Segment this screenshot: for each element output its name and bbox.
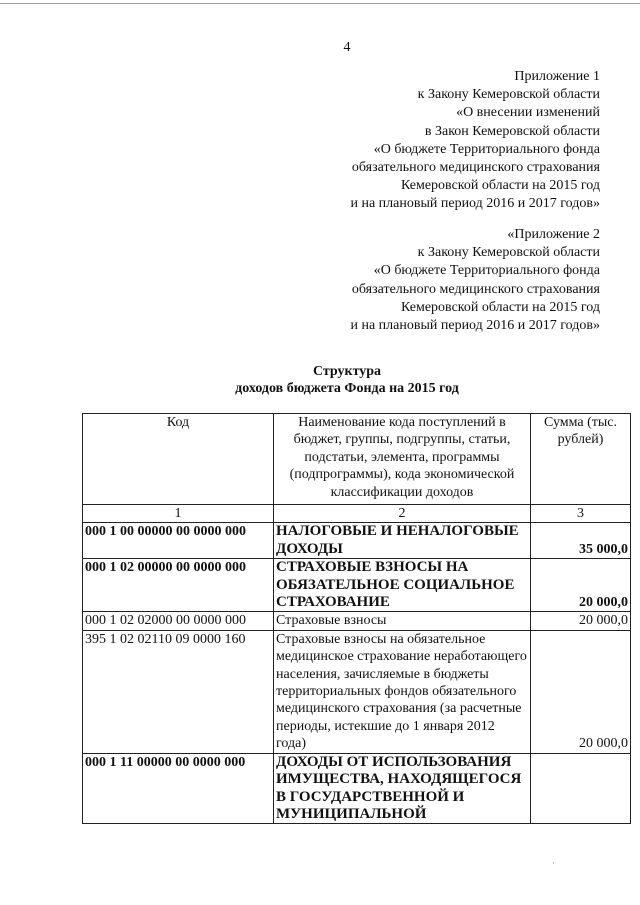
row-sum — [531, 753, 631, 824]
row-sum: 20 000,0 — [531, 630, 631, 753]
title-line-1: Структура — [312, 364, 382, 379]
row-code: 000 1 02 02000 00 0000 000 — [83, 612, 274, 630]
row-code: 000 1 11 00000 00 0000 000 — [83, 753, 274, 824]
income-structure-table — [82, 413, 631, 824]
appendix-2-line: «Приложение 2 — [507, 227, 600, 242]
row-name: ДОХОДЫ ОТ ИСПОЛЬЗОВАНИЯ ИМУЩЕСТВА, НАХОДЯЩЕГОСЯ В ГОСУДАРСТВЕННОЙ И МУНИЦИПАЛЬНОЙ — [274, 753, 531, 824]
appendix-1-line: обязательного медицинского страхования — [351, 160, 600, 176]
column-number: 2 — [274, 505, 531, 523]
header-name: Наименование кода поступлений в бюджет, группы, подгруппы, статьи, подстатьи, элемента, программы (подпрограммы), кода экономической классификации доходов — [274, 414, 531, 505]
appendix-1-line: «О бюджете Территориального фонда — [373, 141, 600, 157]
appendix-2-header — [350, 226, 600, 335]
column-number: 1 — [83, 505, 274, 523]
appendix-1-line: «О внесении изменений — [456, 105, 600, 121]
header-code: Код — [83, 414, 274, 505]
appendix-2-line: к Закону Кемеровской области — [417, 245, 600, 261]
appendix-2-line: и на плановый период 2016 и 2017 годов» — [350, 318, 600, 334]
table-row — [83, 523, 631, 559]
appendix-2-line: «О бюджете Территориального фонда — [373, 263, 600, 279]
row-sum: 35 000,0 — [531, 523, 631, 559]
page-number: 4 — [343, 40, 351, 55]
appendix-2-line: Кемеровской области на 2015 год — [400, 299, 600, 315]
header-sum: Сумма (тыс. рублей) — [531, 414, 631, 505]
row-name: НАЛОГОВЫЕ И НЕНАЛОГОВЫЕ ДОХОДЫ — [274, 523, 531, 559]
row-name: СТРАХОВЫЕ ВЗНОСЫ НА ОБЯЗАТЕЛЬНОЕ СОЦИАЛЬНОЕ СТРАХОВАНИЕ — [274, 559, 531, 612]
row-code: 000 1 00 00000 00 0000 000 — [83, 523, 274, 559]
title-line-2: доходов бюджета Фонда на 2015 год — [235, 381, 459, 396]
row-sum: 20 000,0 — [531, 559, 631, 612]
row-name: Страховые взносы — [274, 612, 531, 630]
table-header-row — [83, 414, 631, 505]
table-row — [83, 559, 631, 612]
appendix-1-line: к Закону Кемеровской области — [417, 87, 600, 103]
row-sum: 20 000,0 — [531, 612, 631, 630]
table-row — [83, 630, 631, 753]
column-number: 3 — [531, 505, 631, 523]
appendix-1-line: Кемеровской области на 2015 год — [400, 178, 600, 194]
table-row — [83, 612, 631, 630]
document-title — [0, 363, 640, 397]
appendix-1-header — [350, 68, 600, 214]
column-number-row — [83, 505, 631, 523]
row-code: 395 1 02 02110 09 0000 160 — [83, 630, 274, 753]
top-rule — [0, 3, 640, 4]
appendix-1-line: в Закон Кемеровской области — [424, 123, 600, 139]
row-code: 000 1 02 00000 00 0000 000 — [83, 559, 274, 612]
appendix-1-line: и на плановый период 2016 и 2017 годов» — [350, 196, 600, 212]
table-row — [83, 753, 631, 824]
appendix-2-line: обязательного медицинского страхования — [351, 281, 600, 297]
scan-mark: · — [552, 858, 555, 868]
appendix-1-line: Приложение 1 — [514, 69, 600, 84]
row-name: Страховые взносы на обязательное медицинское страхование неработающего населения, зачисляемые в бюджеты территориальных фондов обязательного медицинского страхования (за расчетные периоды, истекшие до 1 января 2012 года) — [274, 630, 531, 753]
